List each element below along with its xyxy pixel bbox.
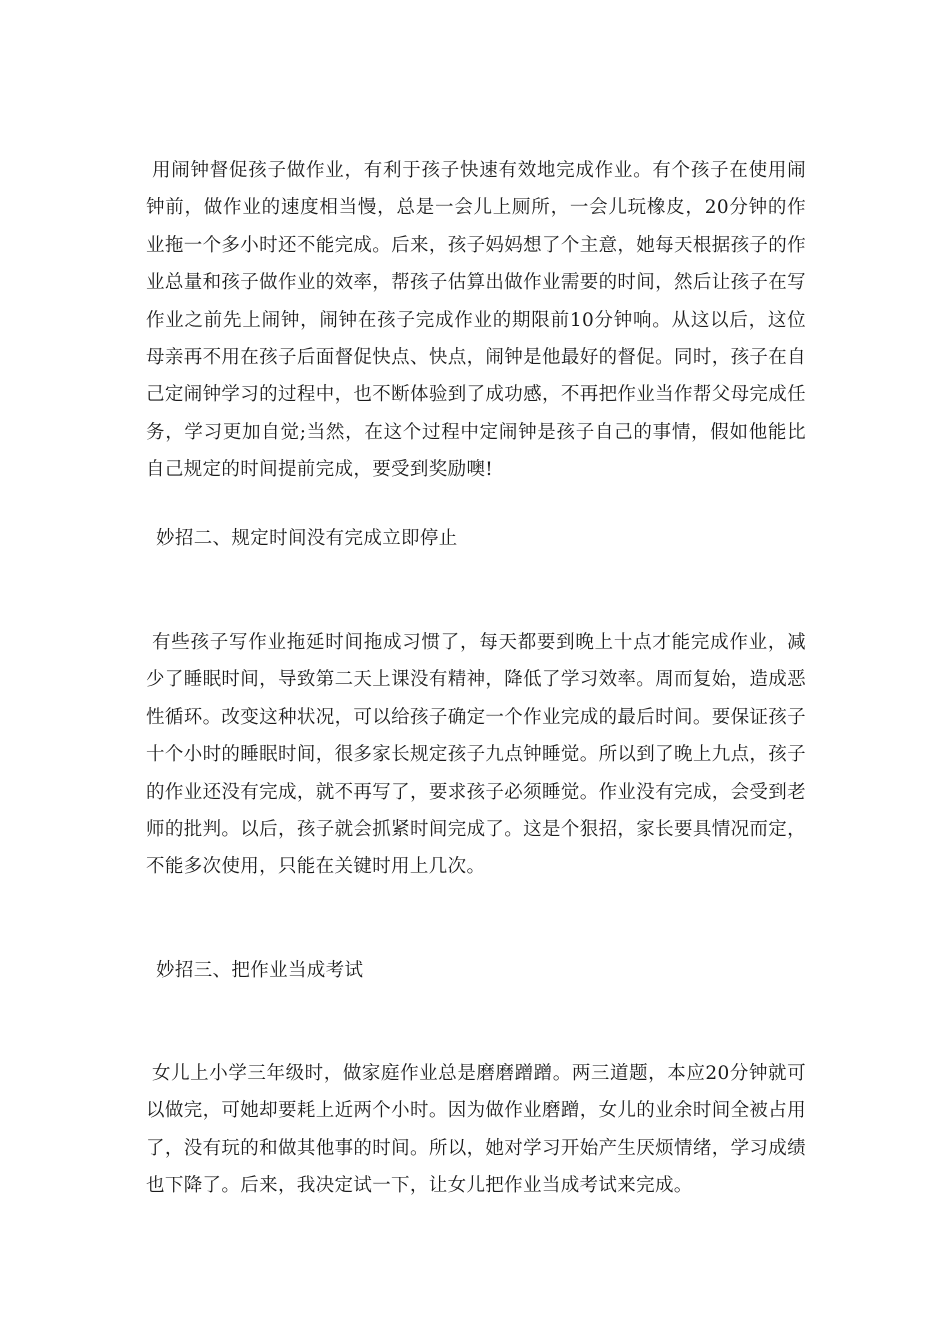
heading-tip-2: 妙招二、规定时间没有完成立即停止 xyxy=(156,528,458,549)
paragraph-deadline-stop: 有些孩子写作业拖延时间拖成习惯了，每天都要到晚上十点才能完成作业，减少了睡眠时间，导致第二天上课没有精神，降低了学习效率。周而复始，造成恶性循环。改变这种状况，可以给孩子确定一个作业完成的最后时间。要保证孩子十个小时的睡眠时间，很多家长规定孩子九点钟睡觉。所以到了晚上九点，孩子的作业还没有完成，就不再写了，要求孩子必须睡觉。作业没有完成，会受到老师的批判。以后，孩子就会抓紧时间完成了。这是个狠招，家长要具情况而定，不能多次使用，只能在关键时用上几次。 xyxy=(146,632,806,878)
heading-tip-3: 妙招三、把作业当成考试 xyxy=(156,960,364,981)
paragraph-homework-as-exam: 女儿上小学三年级时，做家庭作业总是磨磨蹭蹭。两三道题，本应20分钟就可以做完，可她却要耗上近两个小时。因为做作业磨蹭，女儿的业余时间全被占用了，没有玩的和做其他事的时间。所以，她对学习开始产生厌烦情绪，学习成绩也下降了。后来，我决定试一下，让女儿把作业当成考试来完成。 xyxy=(146,1063,806,1197)
section-3 xyxy=(146,1055,806,1205)
section-1 xyxy=(146,152,806,489)
section-2 xyxy=(146,624,806,886)
section-3-heading xyxy=(146,952,806,989)
paragraph-alarm-clock: 用闹钟督促孩子做作业，有利于孩子快速有效地完成作业。有个孩子在使用闹钟前，做作业的速度相当慢，总是一会儿上厕所，一会儿玩橡皮，20分钟的作业拖一个多小时还不能完成。后来，孩子妈妈想了个主意，她每天根据孩子的作业总量和孩子做作业的效率，帮孩子估算出做作业需要的时间，然后让孩子在写作业之前先上闹钟，闹钟在孩子完成作业的期限前10分钟响。从这以后，这位母亲再不用在孩子后面督促快点、快点，闹钟是他最好的督促。同时，孩子在自己定闹钟学习的过程中，也不断体验到了成功感，不再把作业当作帮父母完成任务，学习更加自觉;当然，在这个过程中定闹钟是孩子自己的事情，假如他能比自己规定的时间提前完成，要受到奖励噢! xyxy=(146,160,806,481)
section-2-heading xyxy=(146,520,806,557)
